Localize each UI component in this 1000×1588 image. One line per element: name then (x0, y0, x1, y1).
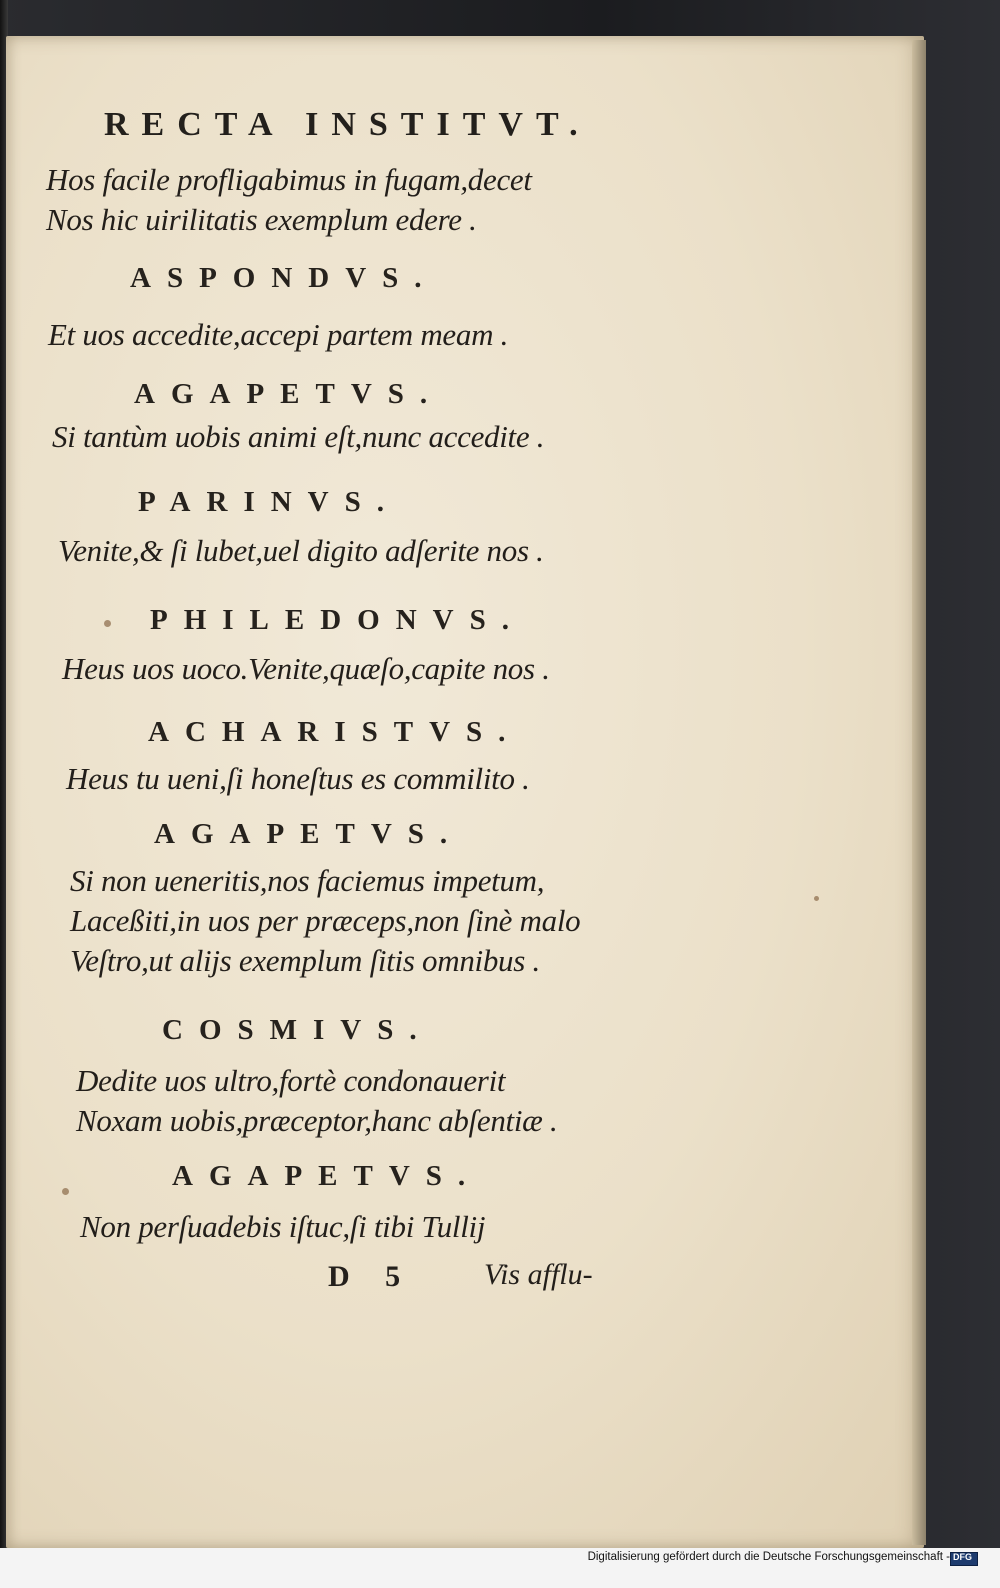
paper-speck (62, 1188, 69, 1195)
speech-block (80, 1160, 485, 1247)
speaker-name: ACHARISTVS. (148, 716, 522, 748)
speech-block (58, 486, 544, 571)
speaker-name: ASPONDVS. (130, 262, 438, 294)
speech-block (66, 716, 530, 799)
verse-line: Si tantùm uobis animi eſt,nunc accedite . (52, 419, 545, 454)
speaker-name: COSMIVS. (162, 1014, 433, 1046)
signature-mark: D 5 (328, 1260, 415, 1293)
page-edge (912, 40, 926, 1545)
verse-line: Laceßiti,in uos per præceps,non ſinè malo (70, 903, 581, 938)
verse-line: Hos facile profligabimus in fugam,decet (46, 162, 532, 197)
paper-speck (814, 896, 819, 901)
speaker-name: AGAPETVS. (134, 378, 444, 410)
speech-block (62, 604, 550, 689)
speaker-name: AGAPETVS. (172, 1160, 482, 1192)
speech-block (52, 378, 544, 457)
speech-block (48, 262, 508, 355)
verse-line: Et uos accedite,accepi partem meam . (48, 317, 509, 352)
verse-line: Heus uos uoco.Venite,quæſo,capite nos . (62, 651, 550, 686)
funding-credit: Digitalisierung gefördert durch die Deutsche Forschungsgemeinschaft - (587, 1551, 950, 1563)
verse-line: Veſtro,ut alijs exemplum ſitis omnibus . (70, 943, 540, 978)
verse-line: Nos hic uirilitatis exemplum edere . (46, 202, 477, 237)
catchword: Vis afflu- (484, 1258, 593, 1291)
running-title: RECTA INSTITVT. (104, 106, 591, 143)
verse-line: Heus tu ueni,ſi honeſtus es commilito . (66, 761, 530, 796)
speech-block (76, 1014, 557, 1141)
speaker-name: PHILEDONVS. (150, 604, 526, 636)
speaker-name: PARINVS. (138, 486, 400, 518)
verse-line: Non perſuadebis iſtuc,ſi tibi Tullij (80, 1209, 486, 1244)
speaker-name: AGAPETVS. (154, 818, 464, 850)
dfg-logo-icon: DFG (950, 1552, 978, 1566)
verse-line: Noxam uobis,præceptor,hanc abſentiæ . (76, 1103, 558, 1138)
speech-block (70, 818, 580, 981)
verse-line: Venite,& ſi lubet,uel digito adſerite nos . (58, 533, 544, 568)
verse-line: Dedite uos ultro,fortè condonauerit (76, 1063, 506, 1098)
paper-speck (104, 620, 111, 627)
verse-line: Si non ueneritis,nos faciemus impetum, (70, 863, 545, 898)
verse-block (46, 160, 532, 240)
